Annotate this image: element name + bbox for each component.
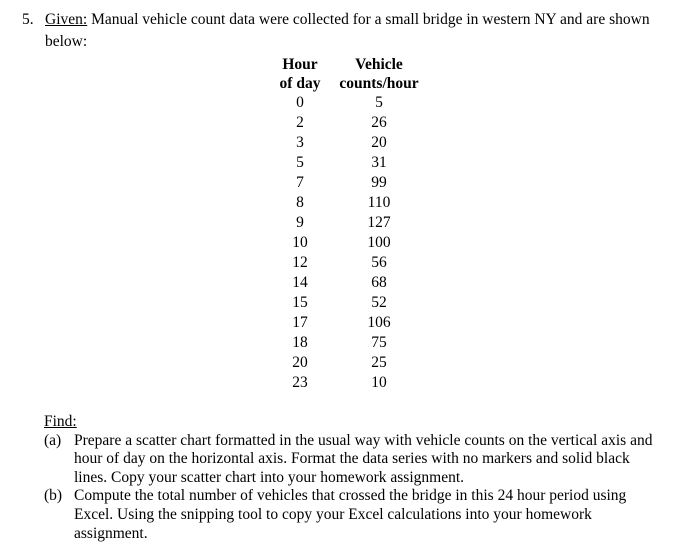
find-item-b — [44, 487, 664, 543]
header-count-line1: Vehicle — [355, 56, 403, 73]
header-hour-line2: of day — [279, 75, 321, 92]
table-row — [271, 373, 429, 393]
vehicle-count-table — [271, 55, 429, 393]
table-row — [271, 193, 429, 213]
count-cell: 100 — [367, 234, 391, 251]
count-cell: 25 — [371, 354, 387, 371]
count-cell: 106 — [367, 314, 391, 331]
hour-cell: 18 — [292, 334, 308, 351]
count-cell: 127 — [367, 214, 391, 231]
count-cell: 75 — [371, 334, 387, 351]
find-item-label: (a) — [44, 431, 62, 449]
hour-cell: 7 — [296, 174, 304, 191]
given-text: Manual vehicle count data were collected for a small bridge in western NY and are shown below: — [45, 11, 650, 50]
count-cell: 10 — [371, 374, 387, 391]
table-row — [271, 133, 429, 153]
count-cell: 5 — [375, 94, 383, 111]
hour-cell: 20 — [292, 354, 308, 371]
hour-cell: 12 — [292, 254, 308, 271]
table-row — [271, 353, 429, 373]
count-cell: 52 — [371, 294, 387, 311]
count-cell: 31 — [371, 154, 387, 171]
table-row — [271, 313, 429, 333]
table-row — [271, 173, 429, 193]
table-row — [271, 253, 429, 273]
count-cell: 20 — [371, 134, 387, 151]
header-hour-line1: Hour — [282, 56, 318, 73]
table-row — [271, 93, 429, 113]
hour-cell: 14 — [292, 274, 308, 291]
hour-cell: 9 — [296, 214, 304, 231]
header-count-line2: counts/hour — [339, 75, 419, 92]
count-cell: 110 — [367, 194, 391, 211]
find-item-text: Prepare a scatter chart formatted in the usual way with vehicle counts on the vertical axis and hour of day on the horizontal axis. Format the data series with no markers and solid black lines. Copy your scatter chart into your homework assignment. — [74, 431, 653, 486]
table-body — [271, 93, 429, 393]
hour-cell: 0 — [296, 94, 304, 111]
table-row — [271, 273, 429, 293]
hour-cell: 23 — [292, 374, 308, 391]
find-item-label: (b) — [44, 487, 63, 505]
find-label: Find: — [44, 413, 77, 430]
given-label: Given: — [45, 11, 88, 28]
hour-cell: 2 — [296, 114, 304, 131]
table-row — [271, 213, 429, 233]
count-cell: 26 — [371, 114, 387, 131]
table-row — [271, 113, 429, 133]
count-cell: 56 — [371, 254, 387, 271]
table-row — [271, 233, 429, 253]
find-section — [44, 413, 664, 543]
count-cell: 99 — [371, 174, 387, 191]
find-item-text: Compute the total number of vehicles that crossed the bridge in this 24 hour period using Excel. Using the snipping tool to copy your Excel calculations into your homework assignment. — [74, 487, 627, 542]
hour-cell: 5 — [296, 154, 304, 171]
count-cell: 68 — [371, 274, 387, 291]
hour-cell: 17 — [292, 314, 308, 331]
table-row — [271, 333, 429, 353]
problem-number: 5. — [22, 11, 34, 28]
table-row — [271, 293, 429, 313]
hour-cell: 15 — [292, 294, 308, 311]
given-paragraph — [45, 9, 665, 53]
hour-cell: 3 — [296, 134, 304, 151]
table-row — [271, 153, 429, 173]
find-item-a — [44, 432, 664, 488]
hour-cell: 10 — [292, 234, 308, 251]
hour-cell: 8 — [296, 194, 304, 211]
